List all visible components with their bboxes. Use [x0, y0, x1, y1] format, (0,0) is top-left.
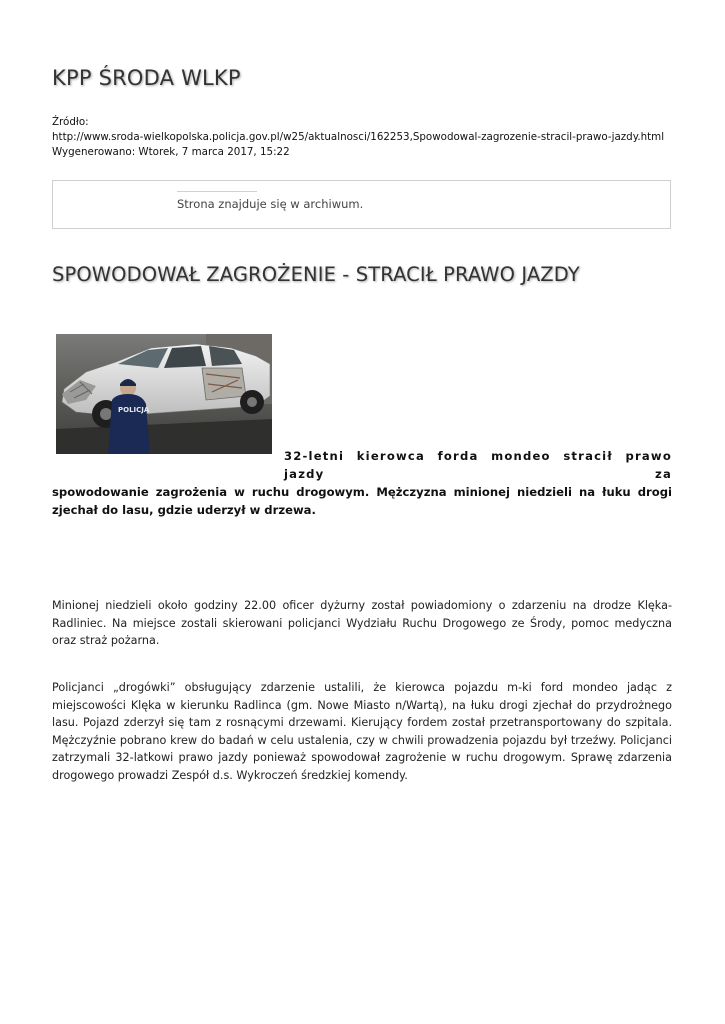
article-paragraph-1: Minionej niedzieli około godziny 22.00 oficer dyżurny został powiadomiony o zdarzeniu na drodze Klęka-Radliniec. Na miejsce zostali skierowani policjanci Wydziału Ruchu Drogowego ze Środy, pomoc medyczna oraz straż pożarna.	[52, 599, 672, 647]
article-title: SPOWODOWAŁ ZAGROŻENIE - STRACIŁ PRAWO JAZDY	[52, 263, 580, 286]
generated-date: Wygenerowano: Wtorek, 7 marca 2017, 15:22	[52, 146, 290, 158]
article-paragraph-2: Policjanci „drogówki” obsługujący zdarzenie ustalili, że kierowca pojazdu m-ki ford mondeo jadąc z miejscowości Klęka w kierunku Radlinca (gm. Nowe Miasto n/Wartą), na łuku drogi zjechał do przydrożnego lasu. Pojazd zderzył się tam z rosnącymi drzewami. Kierujący fordem został przetransportowany do szpitala. Mężczyźnie pobrano krew do badań w celu ustalenia, czy w chwili prowadzenia pojazdu był trzeźwy. Policjanci zatrzymali 32-latkowi prawo jazdy ponieważ spowodował zagrożenie w ruchu drogowym. Sprawę zdarzenia drogowego prowadzi Zespół d.s. Wykroczeń średzkiej komendy.	[52, 681, 672, 782]
police-vest-label: POLICJA	[118, 406, 150, 414]
lead-rest: spowodowanie zagrożenia w ruchu drogowym. Mężczyzna minionej niedzieli na łuku drogi zjechał do lasu, gdzie uderzył w drzewa.	[52, 485, 672, 517]
article-lead	[52, 447, 672, 519]
archive-divider	[177, 191, 257, 192]
source-metadata	[52, 115, 692, 160]
site-title: KPP ŚRODA WLKP	[52, 66, 241, 90]
lead-first-line: 32-letni kierowca forda mondeo stracił prawo jazdy za	[284, 449, 672, 481]
archive-notice-box	[52, 180, 671, 229]
article-photo	[56, 334, 272, 454]
source-label: Źródło:	[52, 116, 89, 128]
source-url[interactable]: http://www.sroda-wielkopolska.policja.gov.pl/w25/aktualnosci/162253,Spowodowal-zagrozenie-stracil-prawo-jazdy.html	[52, 131, 665, 143]
archive-notice-text: Strona znajduje się w archiwum.	[177, 197, 364, 211]
